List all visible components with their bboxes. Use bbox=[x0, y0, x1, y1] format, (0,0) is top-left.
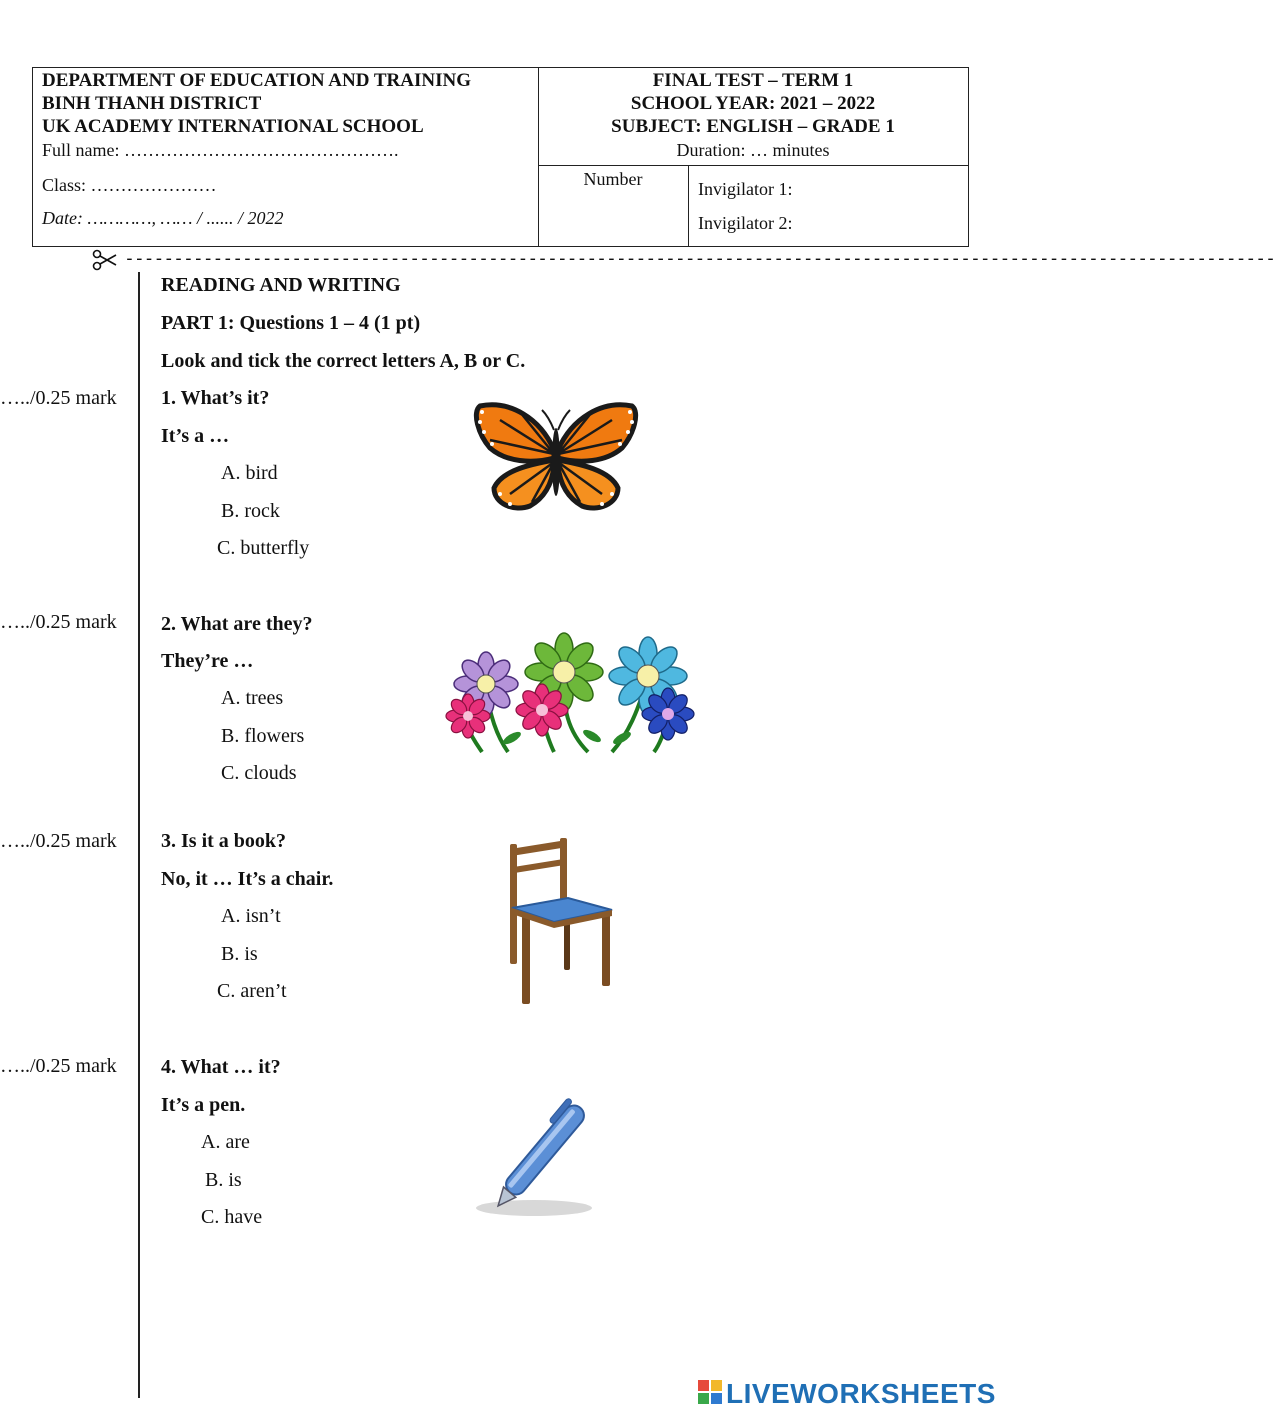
prompt-1: It’s a … bbox=[161, 425, 230, 447]
question-4: 4. What … it? bbox=[161, 1056, 281, 1078]
duration: Duration: … minutes bbox=[676, 140, 830, 160]
option-4c[interactable]: C. have bbox=[201, 1206, 263, 1228]
option-2c[interactable]: C. clouds bbox=[221, 762, 297, 784]
option-3b[interactable]: B. is bbox=[221, 943, 258, 965]
prompt-2: They’re … bbox=[161, 650, 254, 672]
subject: SUBJECT: ENGLISH – GRADE 1 bbox=[611, 116, 895, 137]
prompt-3: No, it … It’s a chair. bbox=[161, 868, 334, 890]
chair-image bbox=[504, 836, 616, 1008]
class-field[interactable]: Class: ………………… bbox=[42, 175, 217, 195]
option-1a[interactable]: A. bird bbox=[221, 462, 278, 484]
mark-q3: …../0.25 mark bbox=[0, 830, 117, 852]
prompt-4: It’s a pen. bbox=[161, 1094, 246, 1116]
mark-q2: …../0.25 mark bbox=[0, 611, 117, 633]
school-year: SCHOOL YEAR: 2021 – 2022 bbox=[630, 93, 876, 114]
option-2b[interactable]: B. flowers bbox=[221, 725, 305, 747]
logo-text: LIVEWORKSHEETS bbox=[726, 1378, 996, 1409]
option-4b[interactable]: B. is bbox=[205, 1169, 242, 1191]
option-4a[interactable]: A. are bbox=[201, 1131, 250, 1153]
test-title: FINAL TEST – TERM 1 bbox=[652, 70, 854, 91]
number-label: Number bbox=[583, 169, 643, 189]
dept-line-2: BINH THANH DISTRICT bbox=[42, 93, 262, 114]
header-box bbox=[32, 67, 969, 247]
header-divider-number bbox=[688, 165, 689, 246]
option-3c[interactable]: C. aren’t bbox=[217, 980, 287, 1002]
date-field[interactable]: Date: …………, …… / ...... / 2022 bbox=[42, 208, 284, 228]
flowers-image bbox=[442, 628, 702, 760]
option-1c[interactable]: C. butterfly bbox=[217, 537, 310, 559]
margin-line bbox=[138, 272, 140, 1398]
liveworksheets-logo bbox=[698, 1378, 996, 1410]
option-1b[interactable]: B. rock bbox=[221, 500, 280, 522]
question-1: 1. What’s it? bbox=[161, 387, 270, 409]
question-2: 2. What are they? bbox=[161, 613, 313, 635]
logo-icon bbox=[698, 1380, 722, 1409]
mark-q1: …../0.25 mark bbox=[0, 387, 117, 409]
invigilator-2-label: Invigilator 2: bbox=[698, 213, 793, 233]
invigilator-1-label: Invigilator 1: bbox=[698, 179, 793, 199]
dept-line-3: UK ACADEMY INTERNATIONAL SCHOOL bbox=[42, 116, 424, 137]
cut-line: --------------------------------------------------------------------------------------------------------------------- bbox=[124, 248, 1275, 269]
section-title: READING AND WRITING bbox=[161, 274, 401, 296]
part-title: PART 1: Questions 1 – 4 (1 pt) bbox=[161, 312, 421, 334]
pen-image bbox=[470, 1080, 620, 1222]
full-name-field[interactable]: Full name: ………………………………………. bbox=[42, 140, 399, 160]
instruction: Look and tick the correct letters A, B or C. bbox=[161, 350, 526, 372]
option-3a[interactable]: A. isn’t bbox=[221, 905, 281, 927]
scissors-icon bbox=[92, 249, 118, 271]
mark-q4: …../0.25 mark bbox=[0, 1055, 117, 1077]
header-divider-horizontal bbox=[538, 165, 968, 166]
dept-line-1: DEPARTMENT OF EDUCATION AND TRAINING bbox=[42, 70, 471, 91]
butterfly-image bbox=[470, 398, 642, 516]
question-3: 3. Is it a book? bbox=[161, 830, 287, 852]
option-2a[interactable]: A. trees bbox=[221, 687, 284, 709]
